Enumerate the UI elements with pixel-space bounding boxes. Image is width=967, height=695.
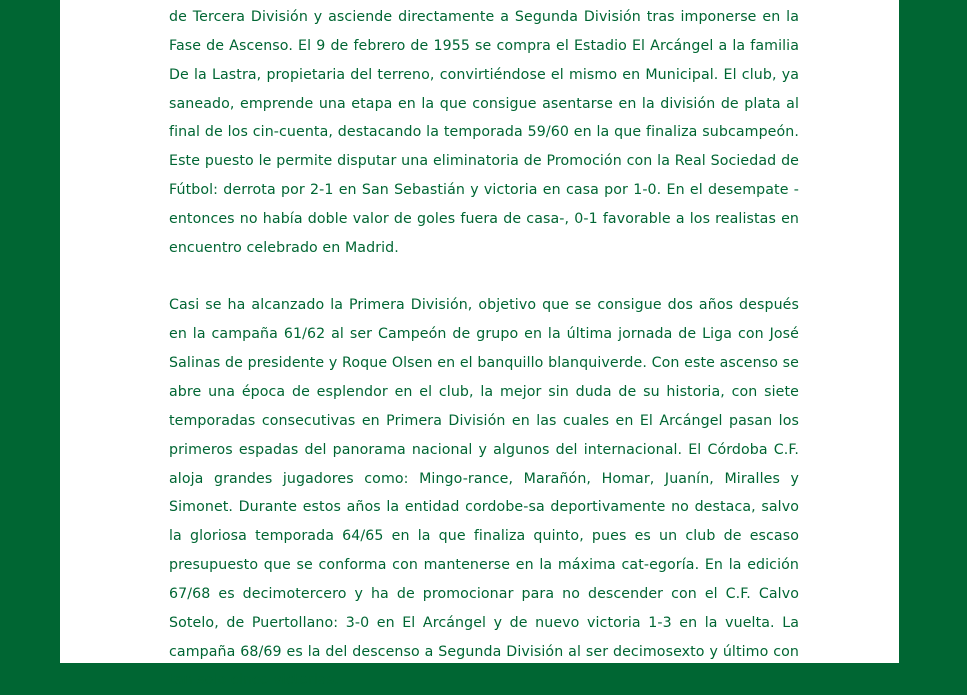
paragraph-first: de Tercera División y asciende directamente a Segunda División tras imponerse en la Fase de Ascenso. El 9 de febrero de 1955 se compra el Estadio El Arcángel a la familia De la Lastra, propietaria del terreno, convirtiéndose el mismo en Municipal. El club, ya saneado, emprende una etapa en la que consigue asentarse en la división de plata al final de los cin-cuenta, destacando la temporada 59/60 en la que finaliza subcampeón. Este puesto le permite disputar una eliminatoria de Promoción con la Real Sociedad de Fútbol: derrota por 2-1 en San Sebastián y victoria en casa por 1-0. En el desempate -entonces no había doble valor de goles fuera de casa-, 0-1 favorable a los realistas en encuentro celebrado en Madrid. bbox=[169, 9, 799, 256]
document-page bbox=[60, 0, 899, 689]
paragraph-second: Casi se ha alcanzado la Primera División, objetivo que se consigue dos años después en la campaña 61/62 al ser Campeón de grupo en la última jornada de Liga con José Salinas de presidente y Roque Olsen en el banquillo blanquiverde. Con este ascenso se abre una época de esplendor en el club, la mejor sin duda de su historia, con siete temporadas consecutivas en Primera División en las cuales en El Arcángel pasan los primeros espadas del panorama nacional y algunos del internacional. El Córdoba C.F. aloja grandes jugadores como: Mingo-rance, Marañón, Homar, Juanín, Miralles y Simonet. Durante estos años la entidad cordobe-sa deportivamente no destaca, salvo la gloriosa temporada 64/65 en la que finaliza quinto, pues es un club de escaso presupuesto que se conforma con mantenerse en la máxima cat-egoría. En la edición 67/68 es decimotercero y ha de promocionar para no descender con el C.F. Calvo Sotelo, de Puertollano: 3-0 en El Arcángel y de nuevo victoria 1-3 en la vuelta. La campaña 68/69 es la del descenso a Segunda División al ser decimosexto y último con tan solo cinco victorias. bbox=[169, 297, 799, 689]
article-body bbox=[169, 3, 799, 695]
